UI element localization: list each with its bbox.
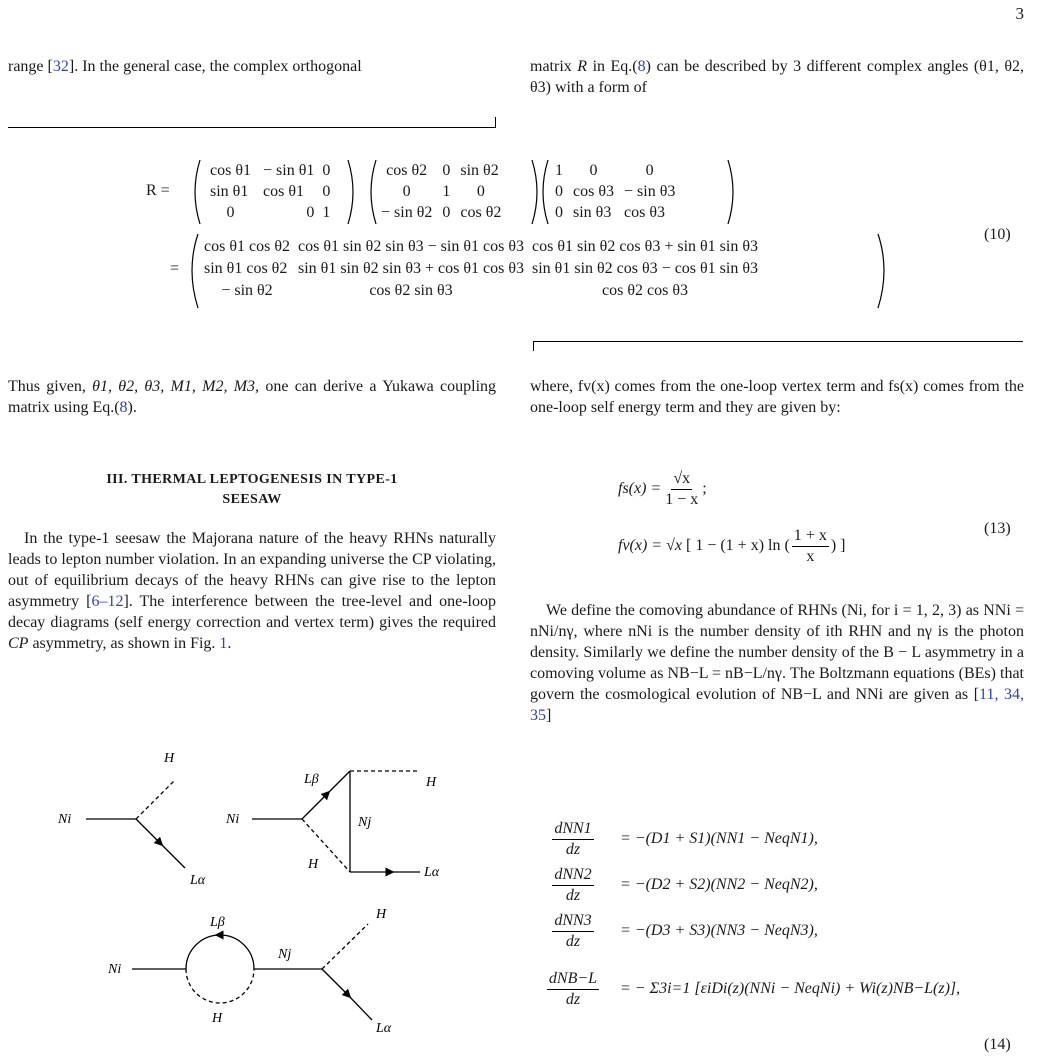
- self-h-line: [322, 924, 368, 969]
- equation-number-10: (10): [984, 226, 1011, 243]
- equation-13: [618, 464, 958, 574]
- citation-link[interactable]: 6–12: [91, 593, 124, 610]
- be-row: $\frac{\text{dNB−L}}{dz}$ = − Σ3i=1 [εiDi(z)(NNi − NeqNi) + Wi(z)NB−L(z)],: [548, 969, 961, 1008]
- rule-tick: [533, 341, 534, 351]
- vertex-l-label: Lα: [424, 865, 440, 880]
- matrix-3: [550, 160, 680, 223]
- vertex-lb-label: Lβ: [304, 772, 319, 787]
- fs-fraction: $\frac{√x}{1 - x}$: [665, 469, 699, 508]
- matrix-3-table: 1 0 0 0 cos θ3 − sin θ3 0 sin θ3 cos θ3: [555, 162, 676, 221]
- tree-l-label: Lα: [190, 873, 206, 888]
- equation-14: [536, 816, 1036, 1024]
- vertex-h-mid-label: H: [308, 857, 319, 872]
- matrix-1: [204, 160, 332, 223]
- tree-l-line: [158, 841, 185, 868]
- fv-fraction: $\frac{1 + x}{x}$: [793, 526, 827, 565]
- self-loop-top: [186, 935, 254, 969]
- definition-paragraph: We define the comoving abundance of RHNs (Ni, for i = 1, 2, 3) as NNi = nNi/nγ, where nNi is the number density of ith RHN and nγ is the photon density. Similarly we define the number density of the B − L asymmetry in a comoving volume as NB−L = nB−L/nγ. The Boltzmann equations (BEs) that govern the cosmological evolution of NB−L and NNi are given as [11, 34, 35]: [530, 602, 1025, 724]
- self-nj-label: Nj: [278, 947, 292, 962]
- where-paragraph: where, fv(x) comes from the one-loop vertex term and fs(x) comes from the one-loop self energy term and they are given by:: [530, 378, 1024, 416]
- self-h-loop-label: H: [212, 1011, 223, 1026]
- right-top-text: matrix R in Eq.(8) can be described by 3 different complex angles (θ1, θ2, θ3) with a form of: [530, 58, 1025, 96]
- tree-l-arrow: [136, 819, 160, 843]
- page-number: 3: [1015, 4, 1024, 23]
- vertex-ni-label: Ni: [226, 812, 240, 827]
- fs-equation: fs(x) = $\frac{√x}{1 - x}$ ;: [618, 469, 707, 508]
- feynman-diagrams: [40, 742, 480, 1042]
- tree-h-label: H: [164, 751, 175, 766]
- equation-10: [140, 156, 900, 316]
- self-l-line: [346, 993, 372, 1020]
- be-row: $\frac{\text{dNN2}}{dz}$ = −(D2 + S2)(NN2 − NeqN2),: [554, 865, 818, 904]
- self-ni-label: Ni: [108, 962, 122, 977]
- left-column-rule: [8, 127, 496, 128]
- matrix-1-table: cos θ1 − sin θ1 0 sin θ1 cos θ1 0 0 0 1: [210, 162, 331, 221]
- vertex-nj-label: Nj: [358, 815, 372, 830]
- self-lb-label: Lβ: [210, 915, 225, 930]
- R-label: R =: [146, 182, 170, 199]
- equation-number-13: (13): [984, 520, 1011, 537]
- right-column-rule: [533, 341, 1023, 342]
- left-top-text: range [32]. In the general case, the complex orthogonal: [8, 58, 362, 75]
- be-row: $\frac{\text{dNN1}}{dz}$ = −(D1 + S1)(NN1 − NeqN1),: [554, 819, 818, 858]
- self-l-label: Lα: [376, 1021, 392, 1036]
- fv-equation: fv(x) = √x [ 1 − (1 + x) ln ( $\frac{1 + x}{x}$ ) ]: [618, 526, 846, 565]
- matrix-2: [376, 160, 506, 223]
- self-h-label: H: [376, 907, 387, 922]
- be-row: $\frac{\text{dNN3}}{dz}$ = −(D3 + S3)(NN3 − NeqN3),: [554, 911, 818, 950]
- rule-tick: [495, 117, 496, 127]
- figure-link[interactable]: 1: [219, 635, 228, 652]
- equation-number-14: (14): [984, 1036, 1011, 1053]
- thus-given-paragraph: Thus given, θ1, θ2, θ3, M1, M2, M3, one can derive a Yukawa coupling matrix using Eq.(8).: [8, 378, 497, 416]
- matrix-full: [200, 236, 762, 302]
- matrix-2-table: cos θ2 0 sin θ2 0 1 0 − sin θ2 0 cos θ2: [381, 162, 502, 221]
- vertex-h-top-label: H: [426, 775, 437, 790]
- section-heading: III. THERMAL LEPTOGENESIS IN TYPE-1 SEESAW: [106, 472, 398, 507]
- citation-link[interactable]: 11, 34, 35: [530, 686, 1025, 724]
- tree-ni-label: Ni: [58, 812, 72, 827]
- equation-link[interactable]: 8: [637, 58, 646, 75]
- matrix-full-table: cos θ1 cos θ2 cos θ1 sin θ2 sin θ3 − sin θ1 cos θ3 cos θ1 sin θ2 cos θ3 + sin θ1 sin θ3 sin θ1 cos θ2 sin θ1 sin θ2 sin θ3 + cos θ1 cos θ3 sin θ1 sin θ2 cos θ3 − cos θ1 sin θ3 − sin θ2 cos θ2 sin θ3 cos θ2 cos θ3: [204, 238, 759, 299]
- intro-paragraph: In the type-1 seesaw the Majorana nature of the heavy RHNs naturally leads to lepton number violation. In an expanding universe the CP violating, out of equilibrium decays of the heavy RHNs can give rise to the lepton asymmetry [6–12]. The interference between the tree-level and one-loop decay diagrams (self energy correction and vertex term) gives the required CP asymmetry, as shown in Fig. 1.: [8, 530, 497, 652]
- tree-h-line: [136, 781, 174, 819]
- self-loop-bottom: [186, 969, 254, 1003]
- equals-sign: =: [170, 260, 180, 277]
- citation-link[interactable]: 32: [52, 58, 69, 75]
- equation-link[interactable]: 8: [119, 399, 128, 416]
